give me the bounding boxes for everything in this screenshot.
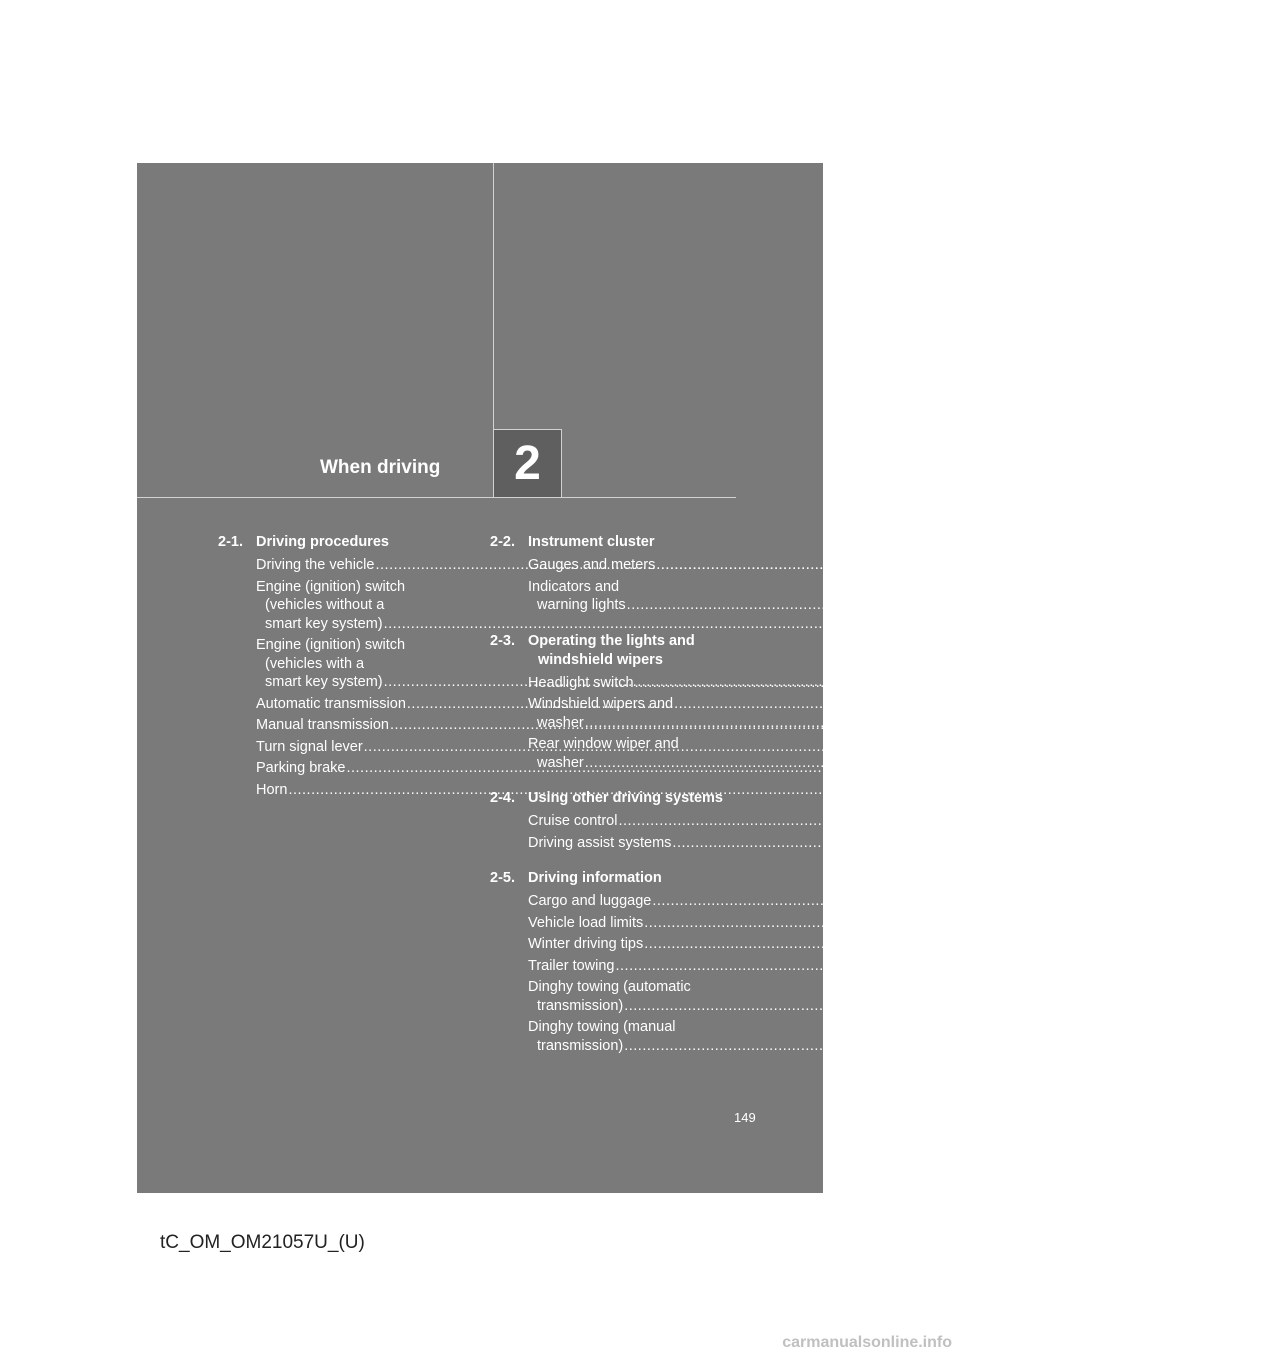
- entry-page-number: 188: [931, 760, 957, 776]
- entry-text-line: Gauges and meters: [528, 557, 656, 573]
- section-number: 2-4.: [490, 790, 515, 806]
- dot-leader: [652, 892, 1232, 911]
- section-title: [528, 869, 738, 888]
- entry-page-number: 234: [1207, 1037, 1233, 1054]
- entry-page-number: 194: [1210, 597, 1235, 613]
- entry-text-line: Driving the vehicle: [256, 557, 375, 573]
- entry-line: [528, 596, 1235, 615]
- dot-leader: [644, 935, 1224, 954]
- section-heading[interactable]: [490, 533, 738, 552]
- section-number: 2-2.: [490, 534, 515, 550]
- entry-page-number: 189: [873, 781, 899, 798]
- entry-line: [528, 834, 1282, 853]
- entry-text-line: Trailer towing: [528, 957, 615, 974]
- entry-text-line: Cargo and luggage: [528, 893, 652, 909]
- entry-text-line: smart key system): [265, 674, 383, 690]
- entry-text-line: Indicators and: [528, 578, 620, 595]
- section-title: [528, 533, 738, 552]
- dot-leader: [627, 597, 1207, 613]
- section-heading[interactable]: [490, 632, 738, 670]
- chapter-title: When driving: [320, 457, 441, 478]
- entry-line: [528, 1037, 1233, 1056]
- entry-text-line: Manual transmission: [256, 717, 389, 733]
- entry-page-number: 215: [1257, 834, 1282, 851]
- entry-line: [528, 935, 1254, 954]
- entry-page-number: 226: [1229, 936, 1254, 952]
- entry-text-line: Driving assist systems: [528, 834, 672, 851]
- entry-line: [528, 914, 1254, 933]
- chapter-number-box: [494, 429, 562, 497]
- section-title-continued: windshield wipers: [538, 651, 663, 668]
- entry-text-line: washer: [537, 714, 584, 731]
- entry-page-number: 204: [1168, 714, 1193, 731]
- footer-code: tC_OM_OM21057U_(U): [160, 1232, 365, 1253]
- entry-line: [528, 892, 1263, 911]
- entry-text-line: Parking brake: [256, 760, 346, 776]
- entry-text-line: warning lights: [537, 597, 626, 613]
- section-title: [528, 789, 738, 808]
- toc-entry[interactable]: [528, 892, 1263, 911]
- watermark: carmanualsonline.info: [782, 1334, 952, 1351]
- dot-leader: [672, 834, 1252, 853]
- toc-entry[interactable]: [528, 978, 1233, 1015]
- entry-text-line: Horn: [256, 781, 288, 798]
- entry-text-line: smart key system): [265, 615, 383, 632]
- entry-text-line: Dinghy towing (manual: [528, 1019, 676, 1035]
- entry-text-line: Headlight switch: [528, 674, 634, 691]
- entry-page-number: 178: [992, 695, 1017, 712]
- section-number: 2-1.: [218, 534, 243, 550]
- entry-text-line: Winter driving tips: [528, 936, 644, 952]
- entry-text-line: Engine (ignition) switch: [256, 578, 406, 595]
- section-number: 2-3.: [490, 632, 515, 649]
- section-title-text: Using other driving systems: [528, 790, 723, 806]
- section-title-text: Instrument cluster: [528, 534, 655, 550]
- entry-text-line: Dinghy towing (automatic: [528, 979, 691, 995]
- entry-text-line: Automatic transmission: [256, 695, 406, 712]
- dot-leader: [616, 957, 1196, 976]
- section-title: [528, 632, 738, 670]
- dot-leader: [635, 674, 1215, 693]
- entry-text-line: Engine (ignition) switch: [256, 637, 406, 653]
- section-title-text: Operating the lights and: [528, 632, 695, 649]
- entry-page-number: 185: [975, 717, 1000, 733]
- section-number: 2-5.: [490, 870, 515, 886]
- section-heading[interactable]: [218, 533, 466, 552]
- section-title-text: Driving information: [528, 870, 662, 886]
- toc-entry[interactable]: [528, 914, 1254, 933]
- dot-leader: [585, 715, 1165, 731]
- toc-entry[interactable]: [528, 957, 1226, 976]
- entry-line: [528, 997, 1233, 1016]
- entry-text-line: (vehicles with a: [265, 655, 365, 672]
- section-title-text: Driving procedures: [256, 534, 389, 550]
- dot-leader: [624, 998, 1204, 1014]
- entry-page-number: 208: [1168, 754, 1193, 771]
- toc-entry[interactable]: [528, 1018, 1233, 1055]
- entry-line: [528, 812, 1229, 831]
- entry-page-number: 225: [1229, 914, 1254, 931]
- dot-leader: [585, 755, 1165, 771]
- entry-text-line: Cruise control: [528, 813, 618, 829]
- dot-leader: [618, 812, 1198, 831]
- entry-page-number: 150: [960, 557, 986, 573]
- entry-page-number: 169: [967, 674, 992, 690]
- chapter-number: 2: [514, 437, 541, 490]
- entry-text-line: Windshield wipers and: [528, 696, 674, 712]
- section-title: [256, 533, 466, 552]
- entry-text-line: transmission): [537, 1037, 624, 1054]
- entry-page-number: 187: [949, 738, 974, 755]
- entry-text-line: (vehicles without a: [265, 597, 385, 613]
- dot-leader: [624, 1038, 1204, 1054]
- dot-leader: [656, 556, 1236, 575]
- entry-text-line: transmission): [537, 997, 624, 1014]
- entry-text-line: Turn signal lever: [256, 738, 363, 755]
- entry-line: [528, 957, 1226, 976]
- entry-page-number: 199: [1220, 674, 1245, 691]
- entry-line: [256, 615, 992, 634]
- dot-leader: [644, 914, 1224, 933]
- entry-page-number: 232: [1200, 957, 1226, 974]
- entry-page-number: 233: [1207, 997, 1233, 1014]
- entry-text-line: washer: [537, 754, 584, 771]
- entry-text-line: Vehicle load limits: [528, 914, 644, 931]
- toc-entry[interactable]: [528, 812, 1229, 831]
- page-number: 149: [734, 1110, 756, 1125]
- entry-page-number: 165: [967, 615, 992, 632]
- toc-entry[interactable]: [528, 834, 1282, 853]
- section-heading[interactable]: [490, 869, 738, 888]
- toc-section: [490, 869, 1263, 1055]
- entry-page-number: 190: [1241, 557, 1267, 573]
- section-heading[interactable]: [490, 789, 738, 808]
- toc-entry[interactable]: [528, 935, 1254, 954]
- toc-entry[interactable]: [528, 578, 1235, 615]
- horizontal-divider: [137, 497, 736, 498]
- entry-text-line: Rear window wiper and: [528, 736, 679, 752]
- entry-page-number: 220: [1237, 893, 1263, 909]
- entry-page-number: 211: [1204, 813, 1229, 829]
